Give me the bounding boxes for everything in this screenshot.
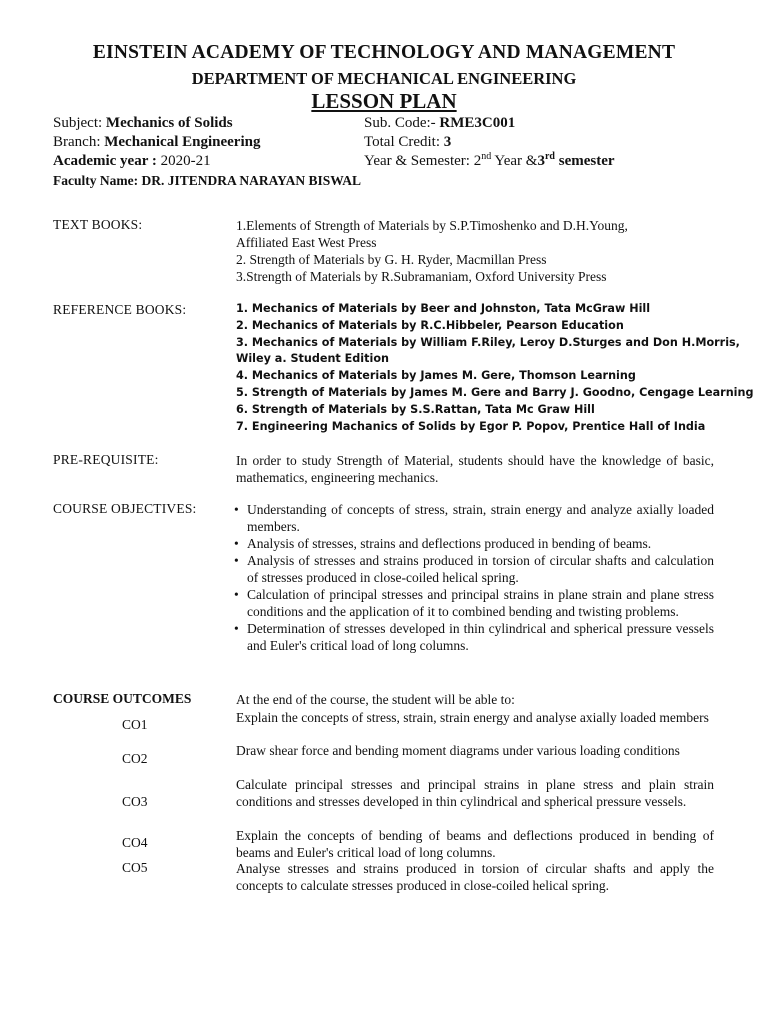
- co2-code: CO2: [122, 751, 148, 766]
- bullet-icon: •: [234, 587, 239, 602]
- document-title: LESSON PLAN: [311, 89, 457, 113]
- textbooks-label: TEXT BOOKS:: [53, 217, 143, 232]
- bullet-icon: •: [234, 536, 239, 551]
- branch-row: [53, 134, 260, 151]
- textbook-line: Affiliated East West Press: [236, 235, 377, 250]
- objective-item: • Understanding of concepts of stress, strain, strain energy and analyze axially loaded members.: [234, 502, 714, 534]
- reference-line: Wiley a. Student Edition: [236, 352, 389, 366]
- credit-row: [364, 134, 451, 151]
- academic-year-label: Academic year :: [53, 153, 157, 169]
- co4-text: Explain the concepts of bending of beams and deflections produced in bending of beams and Euler's critical load of long columns.: [236, 828, 714, 860]
- faculty-value: DR. JITENDRA NARAYAN BISWAL: [141, 173, 362, 188]
- reference-line: 7. Engineering Machanics of Solids by Egor P. Popov, Prentice Hall of India: [236, 419, 706, 433]
- branch-label: Branch:: [53, 134, 101, 150]
- bullet-icon: •: [234, 621, 239, 636]
- objective-item: • Analysis of stresses and strains produced in torsion of circular shafts and calculation of stresses produced in close-coiled helical spring.: [234, 553, 714, 585]
- year-ordinal-suffix: nd: [481, 151, 492, 162]
- co1-text: Explain the concepts of stress, strain, strain energy and analyse axially loaded members: [236, 710, 709, 725]
- department-name: DEPARTMENT OF MECHANICAL ENGINEERING: [191, 69, 577, 88]
- reference-line: 3. Mechanics of Materials by William F.Riley, Leroy D.Sturges and Don H.Morris,: [236, 335, 740, 349]
- objective-item: • Calculation of principal stresses and principal strains in plane strain and plane stress conditions and the application of it to combined bending and twisting problems.: [234, 587, 714, 619]
- branch-value: Mechanical Engineering: [104, 134, 261, 150]
- reference-line: 5. Strength of Materials by James M. Gere and Barry J. Goodno, Cengage Learning: [236, 385, 754, 399]
- subcode-value: RME3C001: [439, 115, 516, 131]
- co5-code: CO5: [122, 860, 148, 875]
- academic-year-value: 2020-21: [160, 153, 211, 169]
- academic-year-row: [53, 153, 211, 170]
- subject-label: Subject:: [53, 115, 103, 131]
- reference-line: 4. Mechanics of Materials by James M. Gere, Thomson Learning: [236, 369, 636, 383]
- institute-name: EINSTEIN ACADEMY OF TECHNOLOGY AND MANAGEMENT: [92, 42, 676, 63]
- objectives-label: COURSE OBJECTIVES:: [53, 501, 197, 516]
- reference-line: 6. Strength of Materials by S.S.Rattan, Tata Mc Graw Hill: [236, 402, 595, 416]
- objectives-list: [232, 501, 714, 654]
- year-semester-prefix: Year & Semester: 2: [364, 153, 482, 169]
- prerequisite-text: In order to study Strength of Material, students should have the knowledge of basic, mathematics, engineering mechanics.: [236, 453, 714, 485]
- co5-text: Analyse stresses and strains produced in torsion of circular shafts and apply the concepts to calculate stresses produced in close-coiled helical spring.: [236, 861, 714, 893]
- bullet-icon: •: [234, 502, 239, 517]
- references-list: [236, 301, 753, 435]
- objective-item: • Determination of stresses developed in thin cylindrical and spherical pressure vessels and Euler's critical load of long columns.: [234, 621, 714, 653]
- prerequisite-label: PRE-REQUISITE:: [53, 452, 159, 467]
- co2-text: Draw shear force and bending moment diagrams under various loading conditions: [236, 743, 680, 758]
- credit-value: 3: [443, 134, 452, 150]
- reference-line: 1. Mechanics of Materials by Beer and Johnston, Tata McGraw Hill: [236, 302, 651, 315]
- credit-label: Total Credit:: [364, 134, 441, 150]
- subject-value: Mechanics of Solids: [105, 115, 233, 131]
- objective-item: • Analysis of stresses, strains and deflections produced in bending of beams.: [234, 536, 652, 551]
- faculty-row: [53, 173, 361, 189]
- co3-text: Calculate principal stresses and principal strains in plane stress and plain strain conditions and stresses developed in thin cylindrical and spherical pressure vessels.: [236, 777, 714, 809]
- co4-code: CO4: [122, 835, 148, 850]
- textbook-line: 3.Strength of Materials by R.Subramaniam, Oxford University Press: [236, 269, 607, 284]
- faculty-label: Faculty Name:: [53, 173, 139, 188]
- textbooks-list: [236, 217, 628, 285]
- semester-ordinal-suffix: rd: [544, 151, 555, 162]
- textbook-line: 1.Elements of Strength of Materials by S.P.Timoshenko and D.H.Young,: [236, 218, 628, 233]
- subject-row: [53, 115, 233, 132]
- textbook-line: 2. Strength of Materials by G. H. Ryder, Macmillan Press: [236, 252, 547, 267]
- co3-code: CO3: [122, 794, 148, 809]
- year-semester-mid: Year &: [491, 153, 538, 169]
- co1-code: CO1: [122, 717, 148, 732]
- bullet-icon: •: [234, 553, 239, 568]
- references-label: REFERENCE BOOKS:: [53, 302, 187, 317]
- outcomes-intro: At the end of the course, the student will be able to:: [236, 692, 515, 707]
- outcomes-label: COURSE OUTCOMES: [53, 691, 192, 706]
- subcode-row: [364, 115, 515, 132]
- semester-word: semester: [554, 153, 615, 169]
- reference-line: 2. Mechanics of Materials by R.C.Hibbeler, Pearson Education: [236, 318, 624, 332]
- year-semester-row: [364, 153, 615, 170]
- subcode-label: Sub. Code:-: [364, 115, 436, 131]
- semester-number: 3: [537, 153, 545, 169]
